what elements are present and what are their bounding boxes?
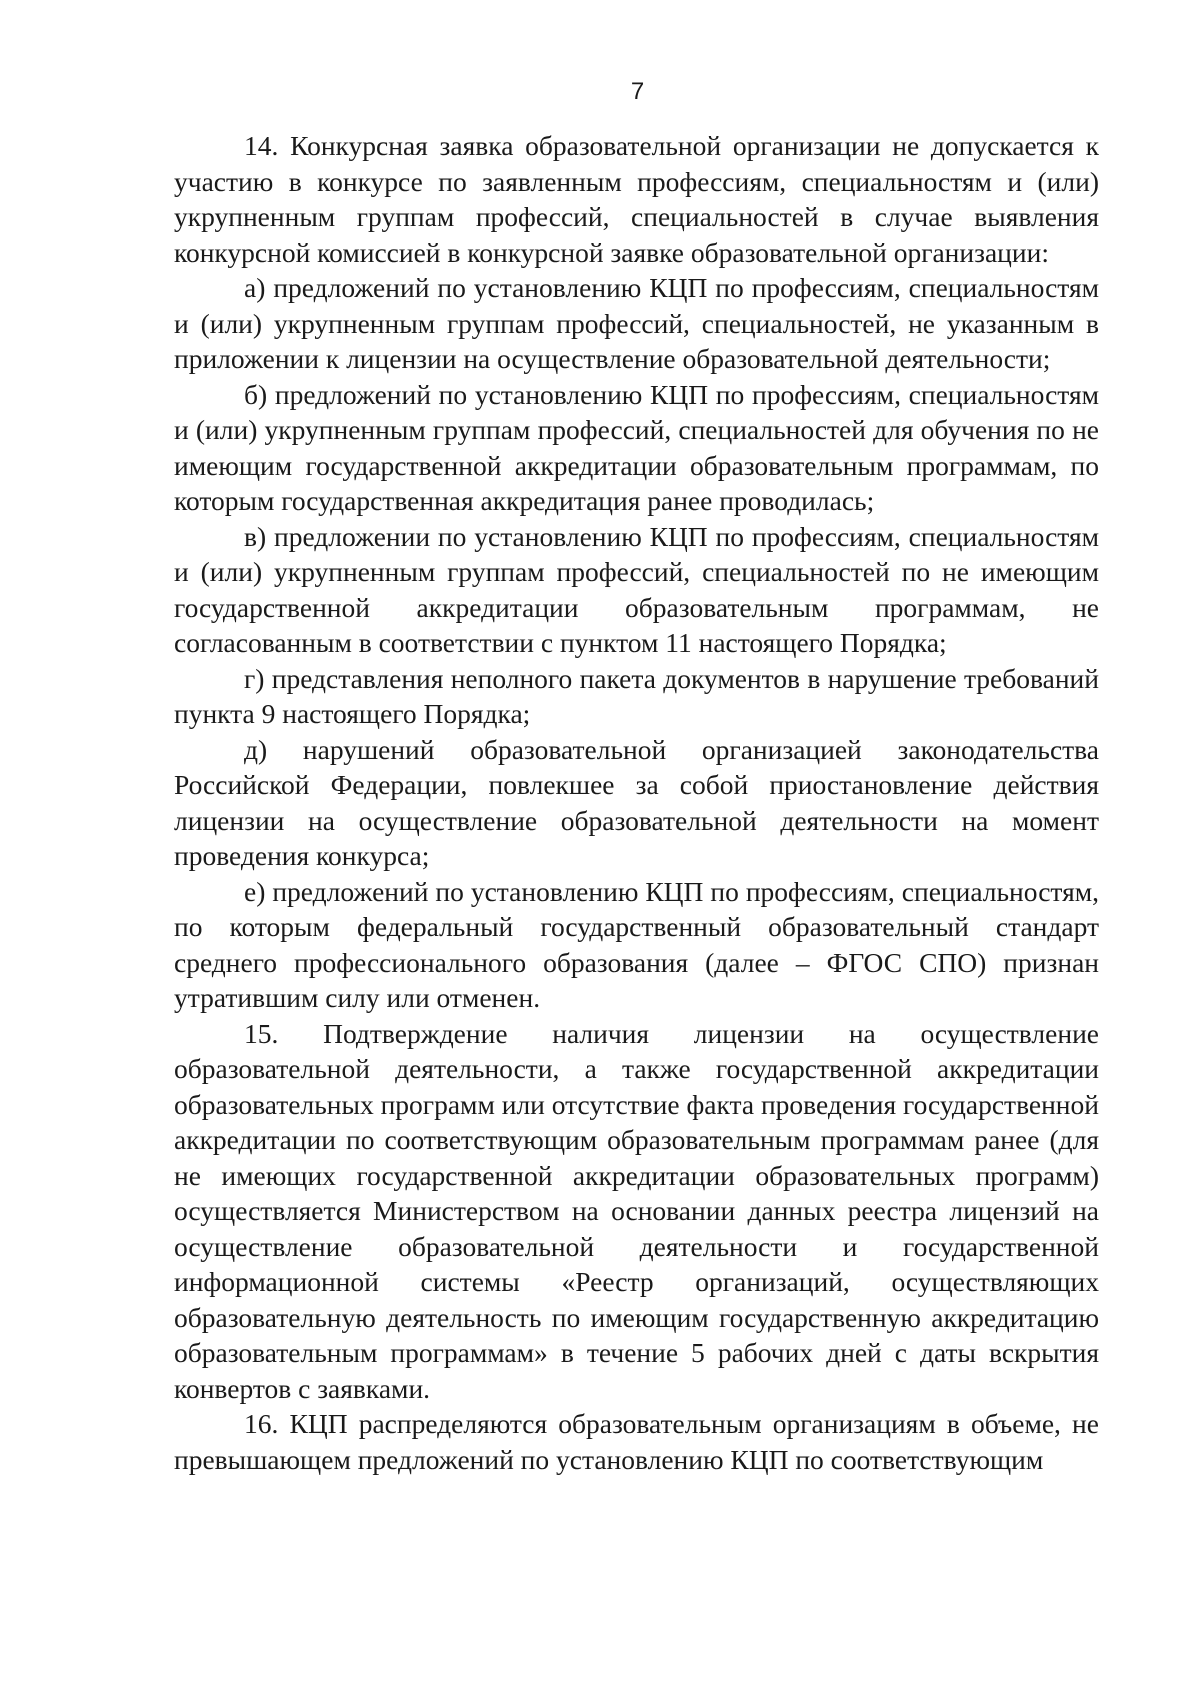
paragraph-14-b: б) предложений по установлению КЦП по профессиям, специальностям и (или) укрупненным группам профессий, специальностей для обучения по не имеющим государственной аккредитации образовательным программам, по которым государственная аккредитация ранее проводилась;	[174, 378, 1099, 516]
paragraph-16: 16. КЦП распределяются образовательным организациям в объеме, не превышающем предложений по установлению КЦП по соответствующим	[174, 1408, 1099, 1475]
paragraph-14-a: а) предложений по установлению КЦП по профессиям, специальностям и (или) укрупненным группам профессий, специальностей, не указанным в приложении к лицензии на осуществление образовательной деятельности;	[174, 272, 1099, 374]
paragraph-14-e: е) предложений по установлению КЦП по профессиям, специальностям, по которым федеральный государственный образовательный стандарт среднего профессионального образования (далее – ФГОС СПО) признан утратившим силу или отменен.	[174, 875, 1099, 1013]
paragraph-14-v: в) предложении по установлению КЦП по профессиям, специальностям и (или) укрупненным группам профессий, специальностей по не имеющим государственной аккредитации образовательным программам, не согласованным в соответствии с пунктом 11 настоящего Порядка;	[174, 520, 1099, 658]
paragraph-14-g: г) представления неполного пакета документов в нарушение требований пункта 9 настоящего Порядка;	[174, 662, 1099, 729]
document-body	[174, 128, 1099, 1477]
paragraph-15: 15. Подтверждение наличия лицензии на осуществление образовательной деятельности, а также государственной аккредитации образовательных программ или отсутствие факта проведения государственной аккредитации по соответствующим образовательным программам ранее (для не имеющих государственной аккредитации образовательных программ) осуществляется Министерством на основании данных реестра лицензий на осуществление образовательной деятельности и государственной информационной системы «Реестр организаций, осуществляющих образовательную деятельность по имеющим государственную аккредитацию образовательным программам» в течение 5 рабочих дней с даты вскрытия конвертов с заявками.	[174, 1017, 1099, 1404]
paragraph-14-d: д) нарушений образовательной организацией законодательства Российской Федерации, повлекшее за собой приостановление действия лицензии на осуществление образовательной деятельности на момент проведения конкурса;	[174, 733, 1099, 871]
paragraph-14: 14. Конкурсная заявка образовательной организации не допускается к участию в конкурсе по заявленным профессиям, специальностям и (или) укрупненным группам профессий, специальностей в случае выявления конкурсной комиссией в конкурсной заявке образовательной организации:	[174, 130, 1099, 268]
page-number: 7	[630, 78, 645, 105]
